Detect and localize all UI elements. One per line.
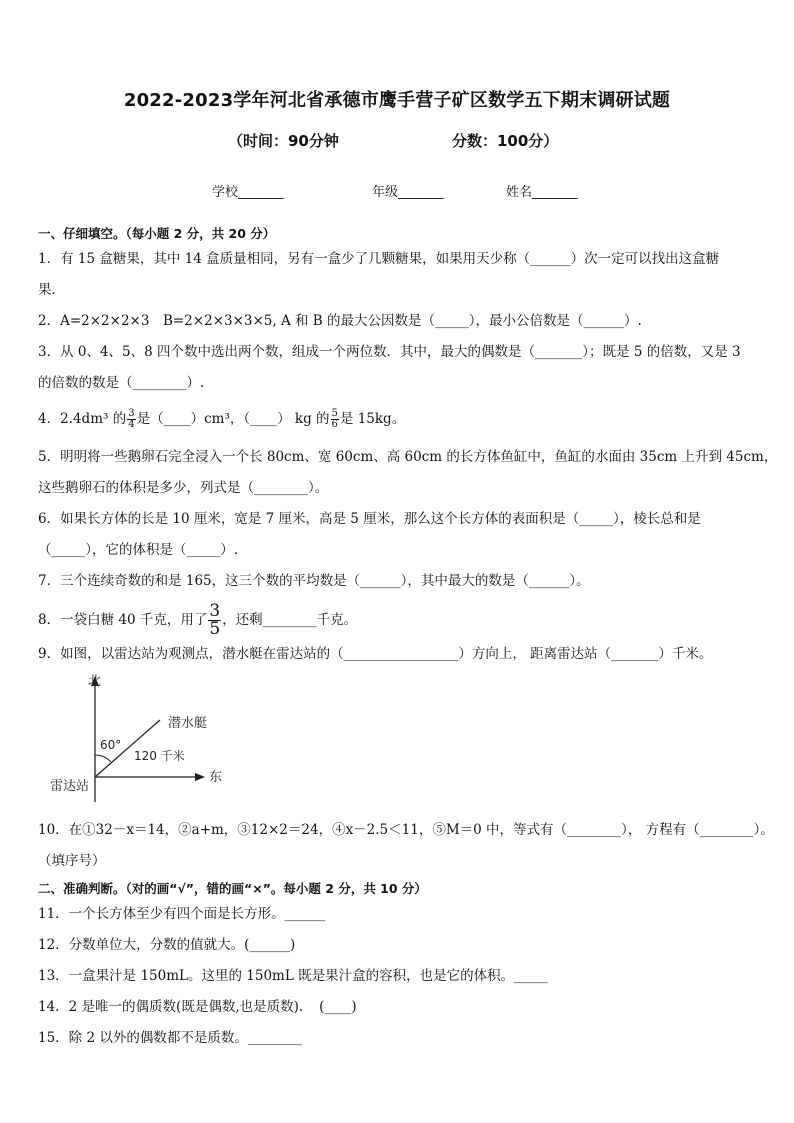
question-5-line-1: 5．明明将一些鹅卵石完全浸入一个长 80cm、宽 60cm、高 60cm 的长方体鱼缸中，鱼缸的水面由 35cm 上升到 45cm， — [38, 449, 778, 465]
fraction-denominator: 6 — [331, 419, 338, 430]
exam-score: 分数：100分） — [452, 132, 559, 150]
fraction-5-6 — [331, 409, 339, 430]
question-15: 15．除 2 以外的偶数都不是质数。________ — [38, 1030, 302, 1046]
question-8-part-b: ，还剩________千克。 — [222, 612, 358, 628]
exam-time: （时间：90分钟 — [228, 132, 339, 150]
section-1-heading: 一、仔细填空。（每小题 2 分，共 20 分） — [38, 226, 276, 241]
question-10-line-1: 10．在①32－x＝14，②a+m，③12×2＝24，④x－2.5＜11，⑤M＝0 中，等式有（________）， 方程有（________）。 — [38, 822, 774, 838]
question-12: 12．分数单位大，分数的值就大。(______) — [38, 937, 296, 953]
question-8 — [38, 603, 357, 638]
question-14: 14．2 是唯一的偶质数(既是偶数,也是质数)． (____) — [38, 999, 357, 1015]
question-9: 9．如图，以雷达站为观测点，潜水艇在雷达站的（_________________）方向上， 距离雷达站（_______）千米。 — [38, 646, 713, 662]
grade-field: 年级_______ — [372, 185, 444, 200]
east-label: 东 — [209, 770, 223, 785]
fraction-numerator: 3 — [128, 408, 135, 419]
question-10-line-2: （填序号） — [38, 853, 106, 869]
fraction-3-4 — [127, 409, 135, 430]
question-4-part-b: 是（____）cm³，（____） kg 的 — [136, 411, 330, 427]
north-label: 北 — [88, 674, 102, 689]
question-4-part-a: 4．2.4dm³ 的 — [38, 411, 127, 427]
distance-label: 120 千米 — [134, 749, 185, 763]
fraction-denominator: 4 — [128, 419, 135, 430]
question-7: 7．三个连续奇数的和是 165，这三个数的平均数是（______），其中最大的数是（______）。 — [38, 573, 590, 589]
question-4-part-c: 是 15kg。 — [339, 411, 406, 427]
east-arrow-icon — [195, 773, 205, 781]
angle-arc — [95, 755, 111, 762]
fraction-denominator: 5 — [209, 619, 221, 639]
question-3-line-1: 3．从 0、4、5、8 四个数中选出两个数，组成一个两位数．其中，最大的偶数是（_______）；既是 5 的倍数，又是 3 — [38, 344, 741, 360]
section-2-heading: 二、准确判断。（对的画“√”，错的画“×”。每小题 2 分，共 10 分） — [38, 881, 427, 896]
name-field: 姓名_______ — [506, 185, 578, 200]
question-13: 13．一盒果汁是 150mL。这里的 150mL 既是果汁盒的容积，也是它的体积。_____ — [38, 968, 548, 984]
question-6-line-1: 6．如果长方体的长是 10 厘米，宽是 7 厘米，高是 5 厘米，那么这个长方体的表面积是（_____），棱长总和是 — [38, 511, 701, 527]
question-3-line-2: 的倍数的数是（________）. — [38, 375, 205, 391]
radar-diagram — [48, 672, 238, 807]
fraction-3-5 — [208, 603, 221, 638]
school-field: 学校_______ — [212, 185, 284, 200]
question-4 — [38, 409, 405, 430]
page-title: 2022-2023学年河北省承德市鹰手营子矿区数学五下期末调研试题 — [123, 90, 671, 111]
fraction-numerator: 3 — [209, 601, 221, 621]
question-6-line-2: （_____），它的体积是（_____）. — [38, 542, 239, 558]
question-5-line-2: 这些鹅卵石的体积是多少，列式是（________）。 — [38, 480, 329, 496]
question-1-line-1: 1．有 15 盒糖果，其中 14 盒质量相同，另有一盒少了几颗糖果，如果用天少称（______）次一定可以找出这盒糖 — [38, 251, 720, 267]
question-2: 2．A=2×2×2×3 B=2×2×3×3×5, A 和 B 的最大公因数是（_____），最小公倍数是（______）. — [38, 313, 642, 329]
question-11: 11．一个长方体至少有四个面是长方形。______ — [38, 906, 326, 922]
submarine-label: 潜水艇 — [168, 716, 208, 731]
radar-station-label: 雷达站 — [50, 779, 90, 794]
question-8-part-a: 8．一袋白糖 40 千克，用了 — [38, 612, 208, 628]
fraction-numerator: 5 — [331, 408, 338, 419]
angle-label: 60° — [100, 738, 122, 752]
question-1-line-2: 果． — [38, 282, 65, 298]
